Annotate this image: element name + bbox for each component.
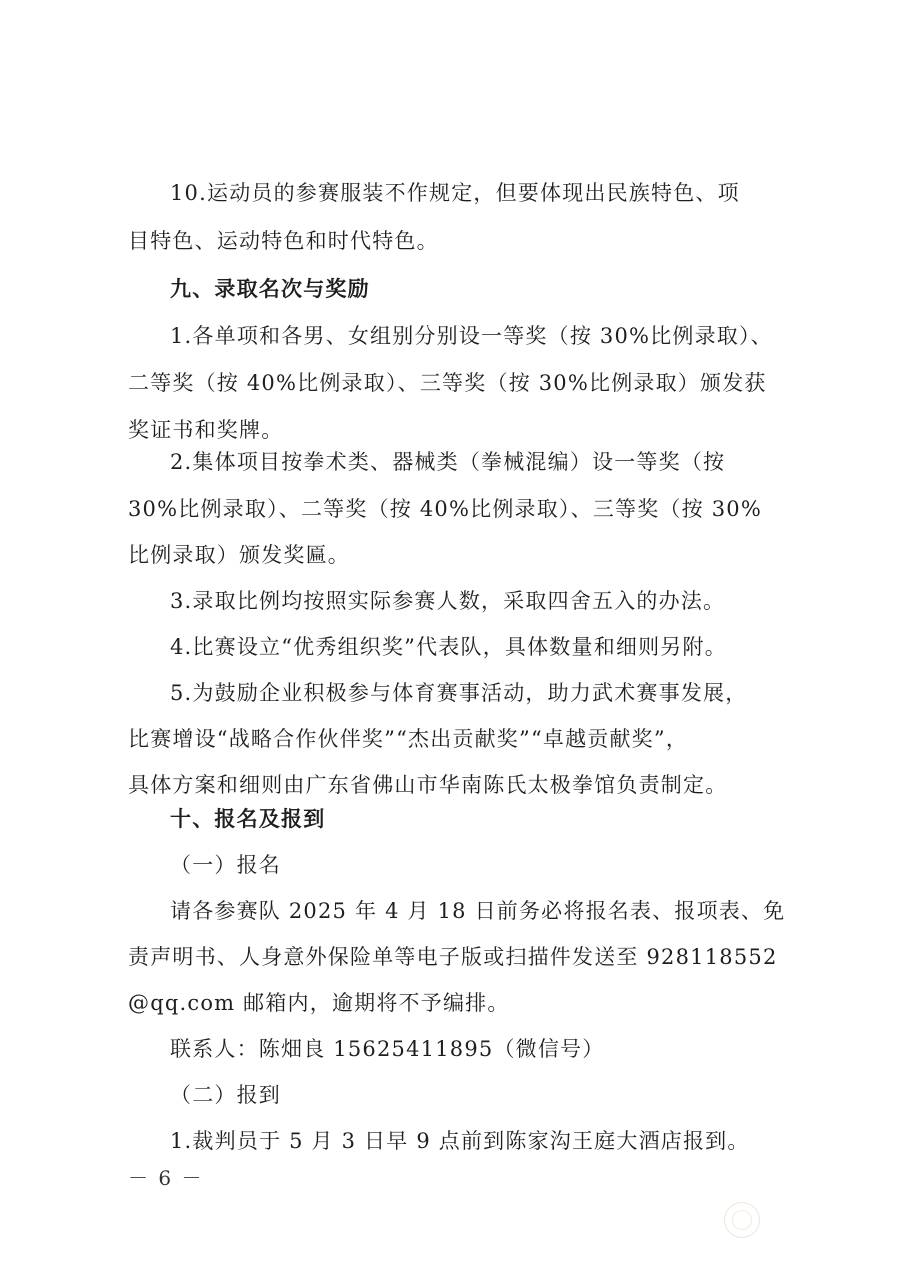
paragraph-line: 责声明书、人身意外保险单等电子版或扫描件发送至 928118552 [128,945,778,969]
paragraph-line: 1.裁判员于 5 月 3 日早 9 点前到陈家沟王庭大酒店报到。 [170,1129,750,1153]
paragraph-line: 1.各单项和各男、女组别分别设一等奖（按 30%比例录取）、 [170,324,773,348]
paragraph-line: @qq.com 邮箱内，逾期将不予编排。 [128,991,510,1015]
section-heading: 十、报名及报到 [170,807,326,831]
paragraph-line: 二等奖（按 40%比例录取）、三等奖（按 30%比例录取）颁发获 [128,371,767,395]
section-heading: 九、录取名次与奖励 [170,277,370,301]
paragraph-line: 奖证书和奖牌。 [128,418,284,442]
paragraph-line: 目特色、运动特色和时代特色。 [128,229,439,253]
subsection-heading: （二）报到 [170,1083,281,1107]
contact-line: 联系人：陈畑良 15625411895（微信号） [170,1037,605,1061]
paragraph-line: 3.录取比例均按照实际参赛人数，采取四舍五入的办法。 [170,589,726,613]
paragraph-line: 比例录取）颁发奖匾。 [128,543,350,567]
paragraph-line: 4.比赛设立“优秀组织奖”代表队，具体数量和细则另附。 [170,635,727,659]
page-number: － 6 － [128,1166,204,1190]
faint-seal-icon [724,1202,760,1238]
paragraph-line: 5.为鼓励企业积极参与体育赛事活动，助力武术赛事发展， [170,681,748,705]
paragraph-line: 比赛增设“战略合作伙伴奖”“杰出贡献奖”“卓越贡献奖”， [128,727,689,751]
paragraph-line: 30%比例录取）、二等奖（按 40%比例录取）、三等奖（按 30% [128,497,762,521]
paragraph-line: 具体方案和细则由广东省佛山市华南陈氏太极拳馆负责制定。 [128,773,728,797]
paragraph-line: 请各参赛队 2025 年 4 月 18 日前务必将报名表、报项表、免 [170,899,786,923]
subsection-heading: （一）报名 [170,853,281,877]
paragraph-line: 2.集体项目按拳术类、器械类（拳械混编）设一等奖（按 [170,450,726,474]
paragraph-line: 10.运动员的参赛服装不作规定，但要体现出民族特色、项 [170,181,740,205]
